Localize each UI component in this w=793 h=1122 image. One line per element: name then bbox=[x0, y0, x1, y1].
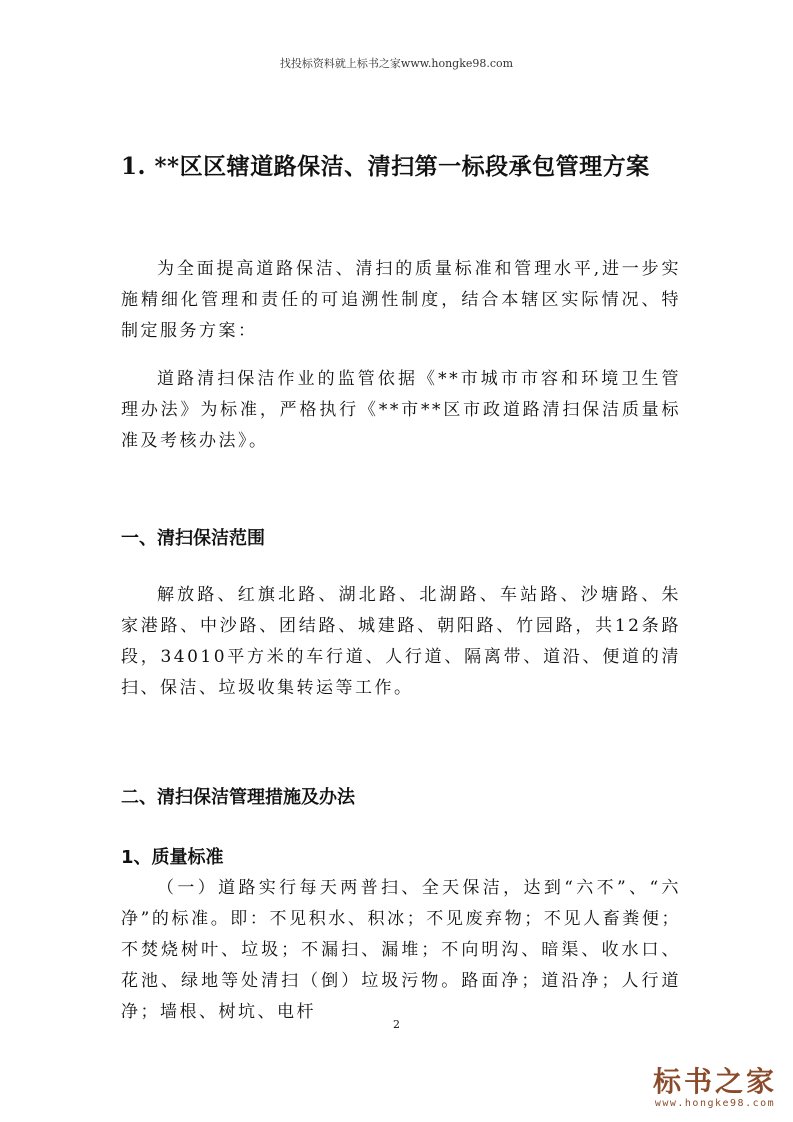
section-2-heading: 二、清扫保洁管理措施及办法 bbox=[121, 787, 355, 808]
page-number: 2 bbox=[393, 1018, 400, 1031]
logo-url: www.hongke98.com bbox=[654, 1098, 776, 1109]
section-2-text: （一）道路实行每天两普扫、全天保洁，达到“六不”、“六净”的标准。即：不见积水、积冰；不见废弃物；不见人畜粪便；不焚烧树叶、垃圾；不漏扫、漏堆；不向明沟、暗渠、收水口、花池、绿地等处清扫（倒）垃圾污物。路面净；道沿净；人行道净；墙根、树坑、电杆 bbox=[121, 878, 681, 1022]
page-header: 找投标资料就上标书之家www.hongke98.com bbox=[279, 57, 514, 70]
section-2-subheading: 1、质量标准 bbox=[121, 847, 224, 868]
section-1-heading: 一、清扫保洁范围 bbox=[121, 528, 265, 549]
logo-name: 标书之家 bbox=[652, 1065, 777, 1098]
intro-paragraph-2: 道路清扫保洁作业的监管依据《**市城市市容和环境卫生管理办法》为标准，严格执行《**市**区市政道路清扫保洁质量标准及考核办法》。 bbox=[121, 369, 681, 451]
brand-logo bbox=[640, 1066, 790, 1109]
document-title: 1. **区区辖道路保洁、清扫第一标段承包管理方案 bbox=[121, 153, 650, 180]
intro-paragraph-1: 为全面提高道路保洁、清扫的质量标准和管理水平,进一步实施精细化管理和责任的可追溯性制度，结合本辖区实际情况、特制定服务方案： bbox=[121, 259, 681, 341]
section-1-text: 解放路、红旗北路、湖北路、北湖路、车站路、沙塘路、朱家港路、中沙路、团结路、城建路、朝阳路、竹园路，共12条路段，34010平方米的车行道、人行道、隔离带、道沿、便道的清扫、保洁、垃圾收集转运等工作。 bbox=[121, 585, 681, 698]
